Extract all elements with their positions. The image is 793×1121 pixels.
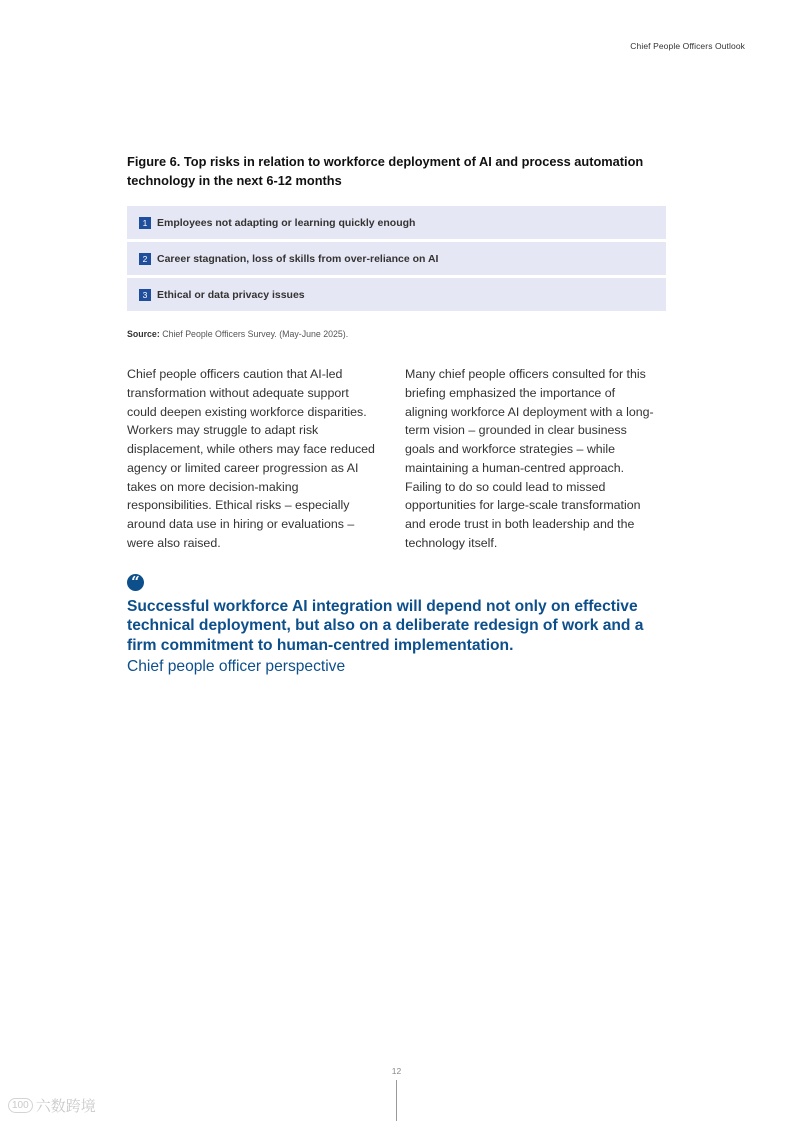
page-divider [396, 1080, 397, 1121]
quote-icon: “ [127, 574, 144, 591]
watermark-text: 六数跨境 [35, 1098, 96, 1115]
risk-row [127, 242, 666, 275]
figure-title: Figure 6. Top risks in relation to workforce deployment of AI and process automation technology in the next 6-12 months [127, 154, 644, 188]
source-text: Chief People Officers Survey. (May-June 2025). [159, 329, 349, 339]
risk-label: Employees not adapting or learning quickly enough [157, 216, 416, 229]
body-paragraph-right: Many chief people officers consulted for this briefing emphasized the importance of aligning workforce AI deployment with a long-term vision – grounded in clear business goals and workforce strategies – while maintaining a human-centred approach. Failing to do so could lead to missed opportunities for large-scale transformation and erode trust in both leadership and the technology itself. [405, 367, 654, 550]
running-header: Chief People Officers Outlook [630, 41, 745, 51]
page-number: 12 [391, 1066, 402, 1076]
rank-badge: 3 [139, 289, 151, 301]
watermark [8, 1095, 96, 1116]
watermark-logo-icon: 100 [8, 1098, 33, 1113]
risk-row [127, 206, 666, 239]
rank-badge: 2 [139, 253, 151, 265]
risk-row [127, 278, 666, 311]
pull-quote: Successful workforce AI integration will depend not only on effective technical deployment, but also on a deliberate redesign of work and a firm commitment to human-centred implementation. [127, 598, 644, 654]
risk-label: Ethical or data privacy issues [157, 288, 305, 301]
rank-badge: 1 [139, 217, 151, 229]
risk-label: Career stagnation, loss of skills from over-reliance on AI [157, 252, 439, 265]
quote-attribution: Chief people officer perspective [127, 658, 346, 675]
figure-source [127, 329, 348, 339]
source-label: Source: [127, 329, 160, 339]
risk-list [127, 206, 666, 314]
body-paragraph-left: Chief people officers caution that AI-led transformation without adequate support could deepen existing workforce disparities. Workers may struggle to adapt risk displacement, while others may face reduced agency or limited career progression as AI takes on more decision-making responsibilities. Ethical risks – especially around data use in hiring or evaluations – were also raised. [127, 367, 375, 550]
